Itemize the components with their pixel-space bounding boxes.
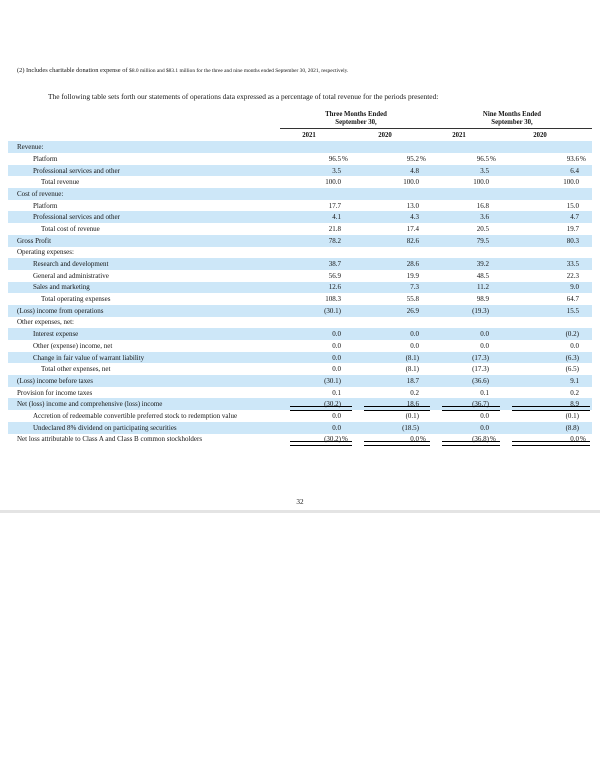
table-row bbox=[8, 282, 592, 294]
row-value-cell bbox=[354, 258, 432, 270]
row-value-cell bbox=[354, 363, 432, 375]
row-value-cell bbox=[432, 211, 502, 223]
row-value-cell bbox=[354, 200, 432, 212]
row-value: (30.1) bbox=[324, 376, 341, 385]
row-value: 39.2 bbox=[476, 260, 489, 269]
row-value-cell bbox=[280, 165, 354, 177]
row-value: (0.1) bbox=[405, 411, 419, 420]
row-value-suffix: % bbox=[420, 435, 426, 444]
row-value-cell bbox=[432, 176, 502, 188]
row-value-cell bbox=[502, 153, 592, 165]
row-value: 0.0 bbox=[332, 423, 341, 432]
year-column-header: 2021 bbox=[452, 131, 466, 139]
row-value: 9.0 bbox=[570, 283, 579, 292]
row-value-cell bbox=[354, 434, 432, 446]
table-row bbox=[8, 188, 592, 200]
row-value-cell bbox=[280, 247, 354, 259]
table-row bbox=[8, 211, 592, 223]
row-value-cell bbox=[502, 328, 592, 340]
row-value: 13.0 bbox=[406, 201, 419, 210]
table-row bbox=[8, 141, 592, 153]
row-value: 0.0 bbox=[480, 341, 489, 350]
row-value: 95.2 bbox=[406, 154, 419, 163]
row-value: 16.8 bbox=[476, 201, 489, 210]
row-value-cell bbox=[432, 188, 502, 200]
row-label: Total revenue bbox=[41, 178, 80, 187]
row-value: 78.2 bbox=[328, 236, 341, 245]
row-value: (36.8) bbox=[472, 435, 489, 444]
row-value: 12.6 bbox=[328, 283, 341, 292]
period-header-line1: Nine Months Ended bbox=[482, 111, 542, 118]
row-value: 4.7 bbox=[570, 213, 579, 222]
table-row bbox=[8, 258, 592, 270]
table-row bbox=[8, 422, 592, 434]
row-value: 0.2 bbox=[570, 388, 579, 397]
row-value-cell bbox=[280, 258, 354, 270]
row-value: 100.0 bbox=[473, 178, 489, 187]
row-value-cell bbox=[354, 317, 432, 329]
row-value: 93.6 bbox=[566, 154, 579, 163]
row-value-suffix: % bbox=[420, 154, 426, 163]
row-value-cell bbox=[354, 247, 432, 259]
footnote bbox=[17, 67, 586, 74]
page-bottom-divider bbox=[0, 510, 600, 513]
row-value: 21.8 bbox=[328, 224, 341, 233]
row-value-cell bbox=[502, 282, 592, 294]
row-value: 100.0 bbox=[403, 178, 419, 187]
period-header-nine-months bbox=[432, 111, 592, 129]
period-header-line2: September 30, bbox=[335, 119, 377, 127]
row-value: 26.9 bbox=[406, 306, 419, 315]
row-value-cell bbox=[502, 176, 592, 188]
row-value-cell bbox=[432, 293, 502, 305]
row-value: 100.0 bbox=[325, 178, 341, 187]
row-value-cell bbox=[354, 235, 432, 247]
row-value-cell bbox=[354, 410, 432, 422]
row-value: (8.8) bbox=[565, 423, 579, 432]
row-value: 19.9 bbox=[406, 271, 419, 280]
footnote-text-main: (2) Includes charitable donation expense of bbox=[17, 67, 130, 74]
row-value-suffix: % bbox=[580, 154, 586, 163]
row-value-cell bbox=[354, 176, 432, 188]
row-value-cell bbox=[280, 153, 354, 165]
row-value: 80.3 bbox=[566, 236, 579, 245]
row-value-cell bbox=[432, 352, 502, 364]
row-value-cell bbox=[502, 258, 592, 270]
row-value: 0.0 bbox=[410, 330, 419, 339]
intro-paragraph: The following table sets forth our statements of operations data expressed as a percentage of total revenue for the periods presented: bbox=[48, 92, 439, 101]
row-value-cell bbox=[502, 352, 592, 364]
row-value: 28.6 bbox=[406, 260, 419, 269]
row-value: (30.2) bbox=[324, 435, 341, 444]
row-value-cell bbox=[432, 153, 502, 165]
table-row bbox=[8, 398, 592, 410]
row-value: 7.3 bbox=[410, 283, 419, 292]
row-value-cell bbox=[432, 270, 502, 282]
row-value: 0.1 bbox=[332, 388, 341, 397]
row-value: 98.9 bbox=[476, 295, 489, 304]
row-label: Revenue: bbox=[17, 143, 44, 152]
row-value: 38.7 bbox=[328, 260, 341, 269]
row-value: 0.0 bbox=[410, 435, 419, 444]
row-value-cell bbox=[280, 176, 354, 188]
row-value-cell bbox=[502, 293, 592, 305]
row-value-suffix: % bbox=[490, 154, 496, 163]
row-value: 100.0 bbox=[563, 178, 579, 187]
row-label: Professional services and other bbox=[33, 166, 120, 175]
row-value-cell bbox=[432, 363, 502, 375]
row-value-cell bbox=[280, 200, 354, 212]
row-value-cell bbox=[502, 188, 592, 200]
row-label: Gross Profit bbox=[17, 236, 52, 245]
row-value: 0.0 bbox=[570, 435, 579, 444]
row-value-cell bbox=[280, 317, 354, 329]
row-label: Research and development bbox=[33, 260, 109, 269]
row-value-cell bbox=[280, 422, 354, 434]
row-label: Interest expense bbox=[33, 330, 79, 339]
row-value-cell bbox=[280, 293, 354, 305]
row-value: 15.0 bbox=[566, 201, 579, 210]
row-value: (36.6) bbox=[472, 376, 489, 385]
row-value: (30.1) bbox=[324, 306, 341, 315]
row-value: 3.5 bbox=[480, 166, 489, 175]
row-value: 96.5 bbox=[476, 154, 489, 163]
row-value: 0.0 bbox=[332, 411, 341, 420]
row-value-cell bbox=[502, 434, 592, 446]
row-value: 0.0 bbox=[410, 341, 419, 350]
row-value: 0.0 bbox=[332, 365, 341, 374]
row-label: Accretion of redeemable convertible preferred stock to redemption value bbox=[33, 411, 238, 420]
row-value: 0.0 bbox=[480, 423, 489, 432]
row-value: 4.3 bbox=[410, 213, 419, 222]
row-value-cell bbox=[354, 141, 432, 153]
row-value-cell bbox=[432, 422, 502, 434]
table-row bbox=[8, 387, 592, 399]
row-value-cell bbox=[354, 223, 432, 235]
row-value-cell bbox=[502, 247, 592, 259]
table-row bbox=[8, 410, 592, 422]
row-value-cell bbox=[354, 352, 432, 364]
row-value-cell bbox=[502, 141, 592, 153]
row-label: Provision for income taxes bbox=[17, 388, 93, 397]
row-value-cell bbox=[432, 247, 502, 259]
row-value-cell bbox=[280, 282, 354, 294]
row-value-cell bbox=[280, 305, 354, 317]
row-value: 6.4 bbox=[570, 166, 579, 175]
row-value: 0.0 bbox=[480, 330, 489, 339]
row-value-suffix: % bbox=[342, 154, 348, 163]
table-row bbox=[8, 200, 592, 212]
table-row bbox=[8, 434, 592, 446]
row-value-cell bbox=[354, 211, 432, 223]
period-header-line1: Three Months Ended bbox=[325, 111, 387, 118]
row-value-cell bbox=[432, 200, 502, 212]
row-value-cell bbox=[280, 141, 354, 153]
row-value: 0.0 bbox=[570, 341, 579, 350]
row-value-cell bbox=[354, 165, 432, 177]
row-value-cell bbox=[502, 223, 592, 235]
row-value-cell bbox=[502, 270, 592, 282]
row-value: (8.1) bbox=[405, 365, 419, 374]
row-value: 79.5 bbox=[476, 236, 489, 245]
row-value-cell bbox=[502, 305, 592, 317]
statements-table-body bbox=[8, 141, 592, 445]
row-value: 17.7 bbox=[328, 201, 341, 210]
row-value: 82.6 bbox=[406, 236, 419, 245]
table-row bbox=[8, 317, 592, 329]
row-value: 4.8 bbox=[410, 166, 419, 175]
row-value-cell bbox=[432, 328, 502, 340]
row-label: Cost of revenue: bbox=[17, 189, 64, 198]
row-value: (0.1) bbox=[565, 411, 579, 420]
row-label: Undeclared 8% dividend on participating securities bbox=[33, 423, 177, 432]
row-label: General and administrative bbox=[33, 271, 109, 280]
row-value-cell bbox=[502, 340, 592, 352]
row-value: 22.3 bbox=[566, 271, 579, 280]
row-label: Change in fair value of warrant liability bbox=[33, 353, 145, 362]
row-value-cell bbox=[432, 340, 502, 352]
row-value-cell bbox=[354, 270, 432, 282]
row-value-cell bbox=[502, 363, 592, 375]
row-value: (17.3) bbox=[472, 365, 489, 374]
page-number: 32 bbox=[296, 498, 304, 506]
row-value-cell bbox=[432, 223, 502, 235]
row-value-cell bbox=[432, 258, 502, 270]
row-value-cell bbox=[432, 317, 502, 329]
row-value-cell bbox=[280, 188, 354, 200]
row-value-cell bbox=[280, 375, 354, 387]
row-label: Other expenses, net: bbox=[17, 318, 74, 327]
row-value-cell bbox=[280, 223, 354, 235]
row-value: 96.5 bbox=[328, 154, 341, 163]
row-label: Platform bbox=[33, 201, 58, 210]
row-value-cell bbox=[354, 282, 432, 294]
row-value-cell bbox=[280, 363, 354, 375]
row-value: 0.1 bbox=[480, 388, 489, 397]
row-value: 108.3 bbox=[325, 295, 341, 304]
row-value-suffix: % bbox=[490, 435, 496, 444]
row-value-cell bbox=[502, 211, 592, 223]
row-value-cell bbox=[354, 305, 432, 317]
row-value-cell bbox=[432, 165, 502, 177]
row-value-cell bbox=[502, 317, 592, 329]
year-column-header: 2021 bbox=[302, 131, 316, 139]
row-value: 0.2 bbox=[410, 388, 419, 397]
row-value-cell bbox=[432, 375, 502, 387]
row-value: (36.7) bbox=[472, 400, 489, 409]
row-value: 11.2 bbox=[477, 283, 489, 292]
row-value-cell bbox=[280, 352, 354, 364]
row-label: Operating expenses: bbox=[17, 248, 74, 257]
row-value: 19.7 bbox=[566, 224, 579, 233]
row-value-cell bbox=[280, 410, 354, 422]
row-value: 3.6 bbox=[480, 213, 489, 222]
year-column-header: 2020 bbox=[533, 131, 547, 139]
row-value-cell bbox=[502, 200, 592, 212]
row-value: 0.0 bbox=[332, 353, 341, 362]
row-value-cell bbox=[432, 282, 502, 294]
row-value-cell bbox=[502, 375, 592, 387]
table-header-years bbox=[280, 129, 592, 141]
row-value-cell bbox=[432, 305, 502, 317]
row-value: (6.5) bbox=[565, 365, 579, 374]
row-value: (8.1) bbox=[405, 353, 419, 362]
row-label: Net loss attributable to Class A and Class B common stockholders bbox=[17, 435, 203, 444]
statements-of-operations-table bbox=[8, 111, 592, 445]
table-row bbox=[8, 352, 592, 364]
row-label: (Loss) income before taxes bbox=[17, 376, 93, 385]
row-value: 8.9 bbox=[570, 400, 579, 409]
row-label: Total operating expenses bbox=[41, 295, 111, 304]
period-header-line2: September 30, bbox=[491, 119, 533, 127]
row-value: 18.6 bbox=[406, 400, 419, 409]
row-label: Platform bbox=[33, 154, 58, 163]
row-value-cell bbox=[354, 398, 432, 410]
row-value: 17.4 bbox=[406, 224, 419, 233]
row-value: (17.3) bbox=[472, 353, 489, 362]
row-value-cell bbox=[354, 153, 432, 165]
row-label: (Loss) income from operations bbox=[17, 306, 104, 315]
row-value-cell bbox=[502, 422, 592, 434]
row-label: Total cost of revenue bbox=[41, 224, 100, 233]
row-value-cell bbox=[354, 340, 432, 352]
row-value-cell bbox=[432, 398, 502, 410]
row-value-cell bbox=[280, 328, 354, 340]
row-value-cell bbox=[502, 235, 592, 247]
row-value-cell bbox=[502, 410, 592, 422]
row-value-cell bbox=[432, 141, 502, 153]
row-value-cell bbox=[432, 235, 502, 247]
row-value: 15.5 bbox=[566, 306, 579, 315]
row-value: (0.2) bbox=[565, 330, 579, 339]
table-row bbox=[8, 293, 592, 305]
row-value: 0.0 bbox=[332, 330, 341, 339]
row-value: (18.5) bbox=[402, 423, 419, 432]
table-row bbox=[8, 340, 592, 352]
row-value: (6.3) bbox=[565, 353, 579, 362]
row-value-cell bbox=[280, 235, 354, 247]
row-value-cell bbox=[354, 375, 432, 387]
table-row bbox=[8, 153, 592, 165]
row-value: 0.0 bbox=[480, 411, 489, 420]
row-label: Total other expenses, net bbox=[41, 365, 111, 374]
row-value-cell bbox=[354, 293, 432, 305]
table-row bbox=[8, 235, 592, 247]
table-row bbox=[8, 223, 592, 235]
row-value-cell bbox=[432, 434, 502, 446]
row-value: 0.0 bbox=[332, 341, 341, 350]
row-value: 64.7 bbox=[566, 295, 579, 304]
row-value-suffix: % bbox=[342, 435, 348, 444]
row-value: 33.5 bbox=[566, 260, 579, 269]
row-value: 48.5 bbox=[476, 271, 489, 280]
row-label: Sales and marketing bbox=[33, 283, 90, 292]
year-column-header: 2020 bbox=[378, 131, 392, 139]
row-value-cell bbox=[280, 340, 354, 352]
table-row bbox=[8, 375, 592, 387]
row-label: Other (expense) income, net bbox=[33, 341, 113, 350]
period-header-three-months bbox=[280, 111, 432, 129]
table-row bbox=[8, 247, 592, 259]
row-value-cell bbox=[280, 270, 354, 282]
row-label: Net (loss) income and comprehensive (loss) income bbox=[17, 400, 163, 409]
table-row bbox=[8, 328, 592, 340]
row-value-cell bbox=[502, 398, 592, 410]
row-value: 18.7 bbox=[406, 376, 419, 385]
table-row bbox=[8, 305, 592, 317]
table-row bbox=[8, 363, 592, 375]
row-value-cell bbox=[432, 387, 502, 399]
row-value: 9.1 bbox=[570, 376, 579, 385]
row-value-cell bbox=[354, 188, 432, 200]
row-value-cell bbox=[280, 387, 354, 399]
row-value-suffix: % bbox=[580, 435, 586, 444]
table-header-groups bbox=[280, 111, 592, 129]
row-value-cell bbox=[280, 211, 354, 223]
row-value-cell bbox=[354, 387, 432, 399]
row-value: (30.2) bbox=[324, 400, 341, 409]
row-value-cell bbox=[280, 434, 354, 446]
row-value: 20.5 bbox=[476, 224, 489, 233]
row-value-cell bbox=[502, 387, 592, 399]
row-value-cell bbox=[280, 398, 354, 410]
row-value: 3.5 bbox=[332, 166, 341, 175]
row-value-cell bbox=[432, 410, 502, 422]
row-value: 55.8 bbox=[406, 295, 419, 304]
table-row bbox=[8, 165, 592, 177]
row-label: Professional services and other bbox=[33, 213, 120, 222]
row-value-cell bbox=[502, 165, 592, 177]
row-value: 4.1 bbox=[332, 213, 341, 222]
row-value: (19.3) bbox=[472, 306, 489, 315]
row-value: 56.9 bbox=[328, 271, 341, 280]
row-value-cell bbox=[354, 422, 432, 434]
row-value-cell bbox=[354, 328, 432, 340]
table-row bbox=[8, 270, 592, 282]
table-row bbox=[8, 176, 592, 188]
footnote-text-detail: $8.0 million and $83.1 million for the three and nine months ended September 30, 2021, respectively. bbox=[129, 68, 349, 74]
